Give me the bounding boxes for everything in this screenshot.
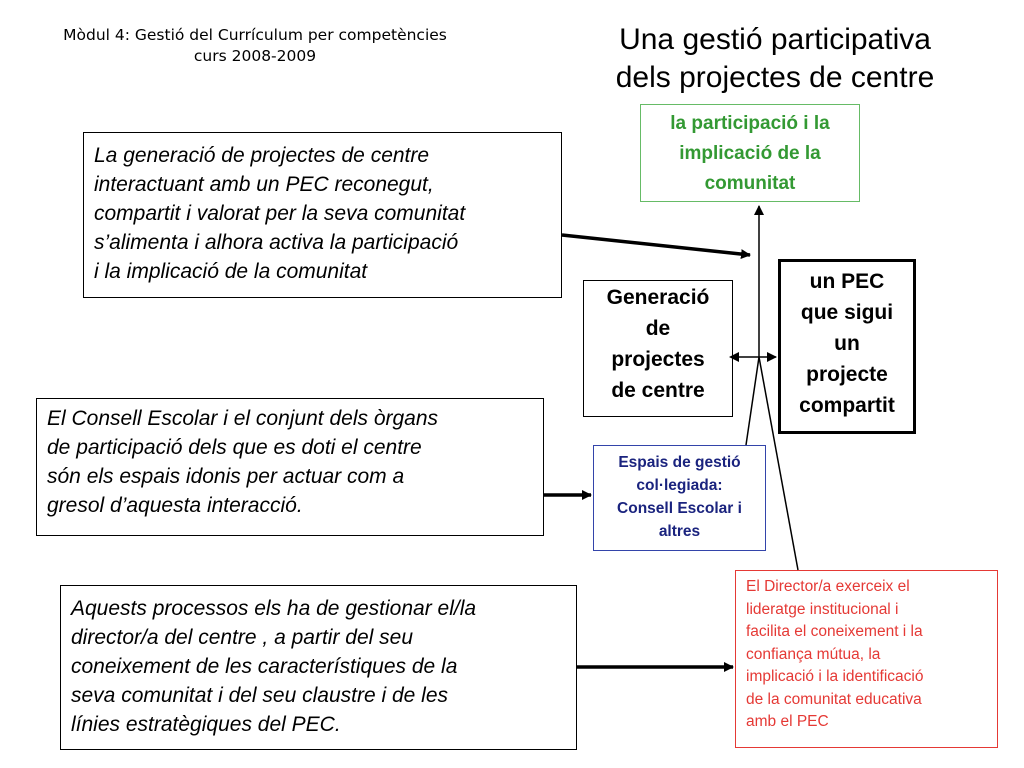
course-year: curs 2008-2009 bbox=[193, 47, 317, 65]
page-title-line2: dels projectes de centre bbox=[615, 61, 935, 94]
module-header: Mòdul 4: Gestió del Currículum per competències bbox=[63, 26, 447, 44]
line-hub-to-espais bbox=[746, 357, 759, 445]
page-title-line1: Una gestió participativa bbox=[619, 23, 931, 56]
collegial-spaces-box: Espais de gestió col·legiada: Consell Escolar i altres bbox=[593, 445, 766, 551]
director-role-box: El Director/a exerceix el lideratge institucional i facilita el coneixement i la confiança mútua, la implicació i la identificació de la comunitat educativa amb el PEC bbox=[735, 570, 998, 748]
project-generation-box: Generació de projectes de centre bbox=[583, 280, 733, 417]
participation-box: la participació i la implicació de la comunitat bbox=[640, 104, 860, 202]
generation-description-box: La generació de projectes de centre interactuant amb un PEC reconegut, compartit i valorat per la seva comunitat s’alimenta i alhora activa la participació i la implicació de la comunitat bbox=[83, 132, 562, 298]
school-council-description-box: El Consell Escolar i el conjunt dels òrgans de participació dels que es doti el centre són els espais idonis per actuar com a gresol d’aquesta interacció. bbox=[36, 398, 544, 536]
arrow-generation-to-hub bbox=[562, 235, 750, 255]
management-processes-box: Aquests processos els ha de gestionar el/la director/a del centre , a partir del seu coneixement de les característiques de la seva comunitat i del seu claustre i de les línies estratègiques del PEC. bbox=[60, 585, 577, 750]
shared-pec-box: un PEC que sigui un projecte compartit bbox=[778, 259, 916, 434]
